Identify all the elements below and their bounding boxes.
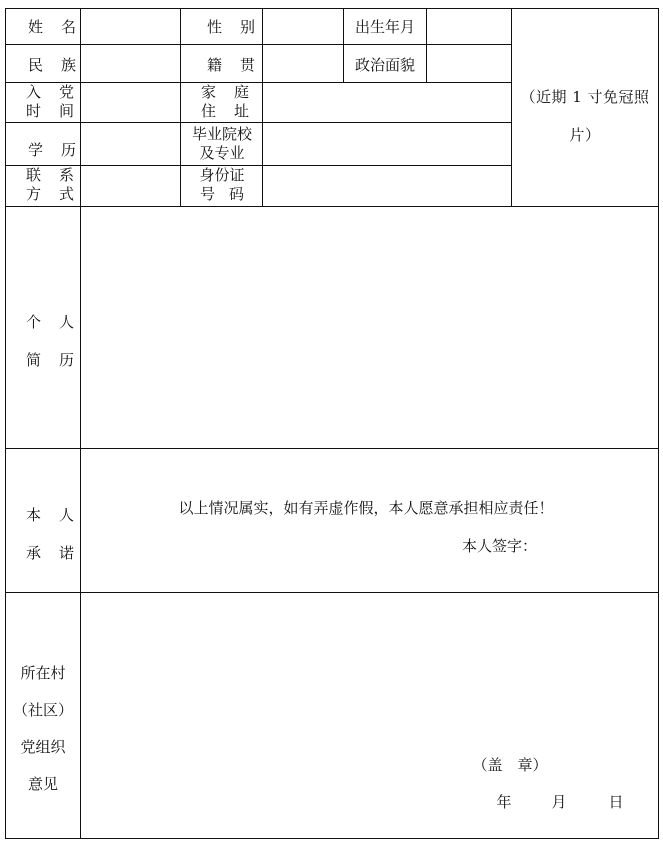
school-major-label-line2: 及专业 <box>199 144 245 162</box>
school-major-label <box>182 125 262 163</box>
contact-label <box>8 166 93 204</box>
school-major-field[interactable] <box>263 123 511 165</box>
commitment-label <box>8 496 93 572</box>
gender-label: 性别 <box>206 18 273 36</box>
party-join-label-line1: 入党 <box>26 83 93 101</box>
party-join-date-field[interactable] <box>81 83 180 122</box>
opinion-label-line2: （社区） <box>12 701 73 719</box>
id-number-field[interactable] <box>263 166 511 206</box>
signature-label: 本人签字： <box>462 537 538 555</box>
home-address-label-line1: 家庭 <box>201 83 268 101</box>
education-field[interactable] <box>81 123 180 165</box>
photo-note: （近期 1 寸免冠照片） <box>520 88 650 144</box>
opinion-label-line1: 所在村 <box>20 664 66 682</box>
home-address-field[interactable] <box>263 83 511 122</box>
resume-field[interactable] <box>81 207 658 448</box>
political-status-label: 政治面貌 <box>354 56 415 74</box>
name-field[interactable] <box>81 9 180 44</box>
contact-field[interactable] <box>81 166 180 206</box>
table-border-bottom <box>5 838 659 839</box>
date-day-label: 日 <box>608 793 624 811</box>
birth-date-field[interactable] <box>427 9 511 44</box>
home-address-label-line2: 住址 <box>201 102 268 120</box>
resume-label-line1: 个人 <box>26 313 93 331</box>
name-label: 姓名 <box>27 18 94 36</box>
home-address-label <box>183 83 268 121</box>
ethnicity-field[interactable] <box>81 45 180 82</box>
id-number-label-line2: 号码 <box>199 185 258 203</box>
party-join-label-line2: 时间 <box>26 102 93 120</box>
column-divider-4 <box>343 8 344 83</box>
resume-label-line2: 简历 <box>26 351 93 369</box>
commitment-label-line2: 承诺 <box>26 544 93 562</box>
native-place-field[interactable] <box>263 45 343 82</box>
id-number-label <box>182 166 262 204</box>
opinion-field[interactable] <box>81 593 658 743</box>
education-label: 学历 <box>27 141 94 159</box>
party-join-date-label <box>8 83 93 121</box>
political-status-field[interactable] <box>427 45 511 82</box>
contact-label-line1: 联系 <box>26 166 93 184</box>
contact-label-line2: 方式 <box>26 185 93 203</box>
column-divider-2 <box>180 8 181 207</box>
signature-field[interactable] <box>545 530 655 560</box>
commitment-label-line1: 本人 <box>26 506 93 524</box>
section-divider-commitment <box>5 448 659 449</box>
resume-label <box>8 303 93 379</box>
native-place-label: 籍贯 <box>206 56 273 74</box>
date-year-label: 年 <box>496 793 512 811</box>
commitment-statement: 以上情况属实，如有弄虚作假，本人愿意承担相应责任！ <box>178 499 554 517</box>
ethnicity-label: 民族 <box>27 56 94 74</box>
date-month-label: 月 <box>551 793 567 811</box>
gender-field[interactable] <box>263 9 343 44</box>
seal-label: （盖 章） <box>472 756 548 774</box>
opinion-label-line4: 意见 <box>27 775 58 793</box>
birth-date-label: 出生年月 <box>354 18 415 36</box>
school-major-label-line1: 毕业院校 <box>191 125 252 143</box>
table-border-right <box>658 8 659 839</box>
id-number-label-line1: 身份证 <box>199 166 245 184</box>
opinion-label <box>6 655 80 803</box>
opinion-label-line3: 党组织 <box>20 738 66 756</box>
